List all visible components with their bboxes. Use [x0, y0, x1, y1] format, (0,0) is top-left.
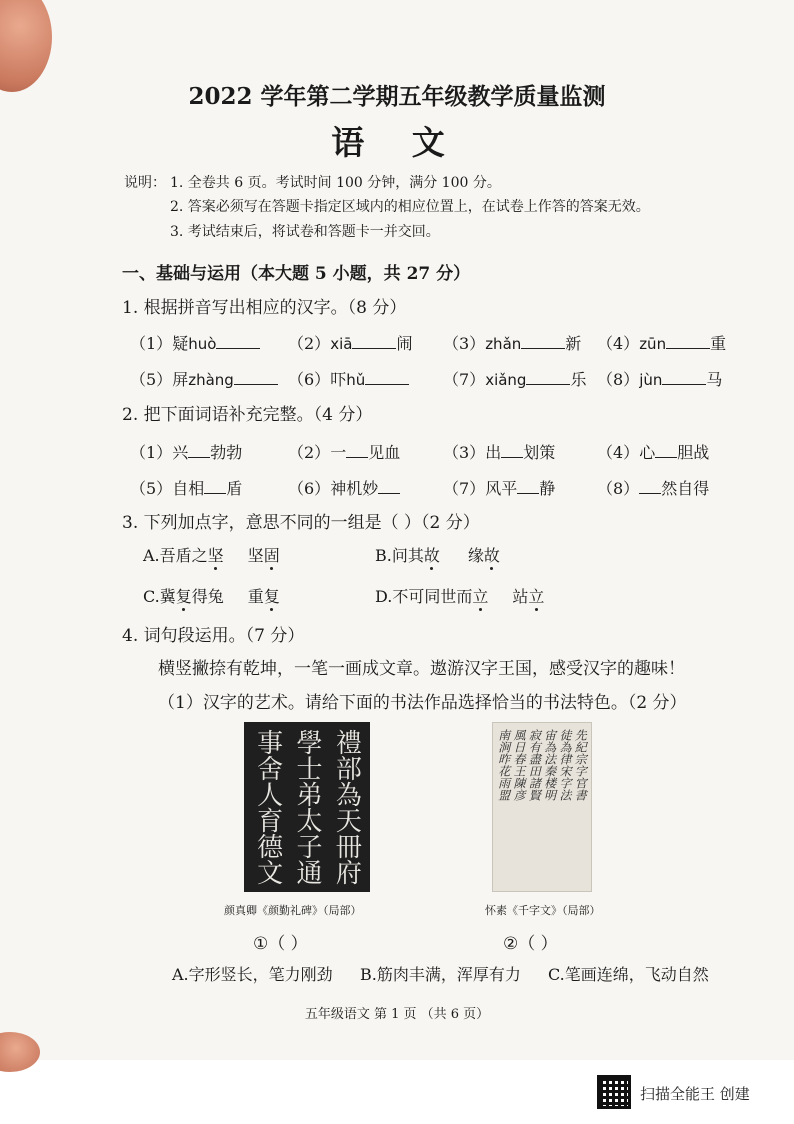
q1-item	[597, 367, 722, 390]
item-number: （2）	[288, 334, 331, 353]
option-text: D.不可同世而	[375, 587, 473, 606]
item-suffix: 重	[710, 334, 727, 353]
item-prefix: 自相	[172, 479, 205, 498]
scanner-watermark: 扫描全能王 创建	[640, 1085, 750, 1103]
item-number: （8）	[597, 370, 640, 389]
item-prefix: 风平	[485, 479, 518, 498]
dotted-character: 故	[423, 546, 440, 565]
q3-option	[143, 543, 280, 566]
item-number: （2）	[288, 443, 331, 462]
calligraphy-column: 寂有盡田諸賢	[527, 729, 542, 801]
option-text: C.冀	[143, 587, 176, 606]
option-text: A.吾盾之	[143, 546, 208, 565]
answer-blank[interactable]	[521, 334, 565, 349]
q3-title: 3. 下列加点字，意思不同的一组是（ ）（2 分）	[122, 513, 480, 533]
q1-item	[288, 367, 409, 390]
answer-blank[interactable]	[639, 479, 661, 494]
item-number: （5）	[130, 479, 173, 498]
item-suffix: 然自得	[661, 479, 710, 498]
item-number: （8）	[597, 479, 640, 498]
exam-title: 2022 学年第二学期五年级教学质量监测	[188, 83, 606, 110]
style-choice-a: A.字形竖长，笔力刚劲	[172, 965, 333, 984]
q1-item	[443, 331, 581, 354]
item-suffix: 划策	[523, 443, 556, 462]
q2-title: 2. 把下面词语补充完整。（4 分）	[122, 405, 373, 425]
pinyin: zūn	[639, 335, 667, 353]
section1-title: 一、基础与运用（本大题 5 小题，共 27 分）	[122, 264, 471, 284]
option-text: B.问其	[375, 546, 424, 565]
q1-item	[288, 331, 412, 354]
option-text: 重	[247, 587, 264, 606]
item-number: （4）	[597, 334, 640, 353]
q2-item	[130, 476, 242, 499]
pinyin: zhǎn	[485, 335, 522, 353]
item-suffix: 闹	[396, 334, 413, 353]
q3-option	[375, 584, 544, 607]
item-prefix: 心	[639, 443, 656, 462]
answer-blank[interactable]	[188, 443, 210, 458]
instructions-label: 说明：	[124, 175, 166, 191]
answer-blank[interactable]	[204, 479, 226, 494]
answer-blank[interactable]	[662, 370, 706, 385]
q3-option	[375, 543, 500, 566]
answer-blank[interactable]	[346, 443, 368, 458]
item-prefix: 兴	[172, 443, 189, 462]
dotted-character: 故	[483, 546, 500, 565]
answer-blank[interactable]	[234, 370, 278, 385]
item-number: （4）	[597, 443, 640, 462]
caption-huaisu: 怀素《千字文》（局部）	[485, 904, 601, 917]
answer-blank[interactable]	[501, 443, 523, 458]
calligraphy-column: 南涧昨花雨盟	[496, 729, 511, 801]
pinyin: huò	[188, 335, 217, 353]
calligraphy-column: 宙為法秦楼明	[542, 729, 557, 801]
calligraphy-image-huaisu	[492, 722, 592, 892]
dotted-character: 立	[528, 587, 545, 606]
item-number: （6）	[288, 479, 331, 498]
item-prefix: 神机妙	[330, 479, 379, 498]
pinyin: jùn	[639, 371, 663, 389]
dotted-character: 复	[175, 587, 192, 606]
q3-option	[143, 584, 280, 607]
dotted-character: 复	[263, 587, 280, 606]
item-prefix: 吓	[330, 370, 347, 389]
instruction-item: 2. 答案必须写在答题卡指定区域内的相应位置上，在试卷上作答的答案无效。	[170, 199, 650, 215]
item-number: （7）	[443, 370, 486, 389]
subject-title: 语 文	[331, 123, 463, 162]
item-suffix: 乐	[570, 370, 587, 389]
q1-item	[443, 367, 586, 390]
q2-item	[443, 440, 555, 463]
item-suffix: 马	[706, 370, 723, 389]
pinyin: xiā	[330, 335, 353, 353]
answer-blank[interactable]	[526, 370, 570, 385]
answer-blank[interactable]	[365, 370, 409, 385]
q2-item	[597, 476, 709, 499]
calligraphy-column: 事舍人育德文	[252, 729, 283, 885]
calligraphy-column: 學士弟太子通	[291, 729, 322, 885]
dotted-character: 坚	[207, 546, 224, 565]
answer-blank-1[interactable]: ①（ ）	[253, 934, 308, 954]
item-suffix: 静	[539, 479, 556, 498]
answer-blank[interactable]	[655, 443, 677, 458]
calligraphy-column: 徒為律宋字法	[557, 729, 572, 801]
item-suffix: 见血	[368, 443, 401, 462]
item-suffix: 新	[565, 334, 582, 353]
item-number: （3）	[443, 334, 486, 353]
calligraphy-column: 先紀宗字官書	[573, 729, 588, 801]
item-prefix: 屏	[172, 370, 189, 389]
q2-item	[288, 440, 400, 463]
item-prefix: 出	[485, 443, 502, 462]
item-number: （1）	[130, 443, 173, 462]
option-text: 站	[512, 587, 529, 606]
answer-blank[interactable]	[378, 479, 400, 494]
q1-title: 1. 根据拼音写出相应的汉字。（8 分）	[122, 298, 407, 318]
answer-blank[interactable]	[666, 334, 710, 349]
q4-intro: 横竖撇捺有乾坤，一笔一画成文章。遨游汉字王国，感受汉字的趣味！	[158, 659, 685, 679]
pinyin: xiǎng	[485, 371, 527, 389]
style-choice-b: B.筋肉丰满，浑厚有力	[360, 965, 521, 984]
answer-blank[interactable]	[517, 479, 539, 494]
option-text: 缘	[467, 546, 484, 565]
answer-blank[interactable]	[216, 334, 260, 349]
item-number: （3）	[443, 443, 486, 462]
q2-item	[288, 476, 400, 499]
calligraphy-column: 風日春王陳彦	[511, 729, 526, 801]
item-number: （7）	[443, 479, 486, 498]
q2-item	[443, 476, 555, 499]
item-suffix: 胆战	[677, 443, 710, 462]
item-prefix: 一	[330, 443, 347, 462]
pinyin: zhàng	[188, 371, 234, 389]
answer-blank[interactable]	[352, 334, 396, 349]
q4-sub1: （1）汉字的艺术。请给下面的书法作品选择恰当的书法特色。（2 分）	[158, 693, 687, 713]
q4-title: 4. 词句段运用。（7 分）	[122, 626, 305, 646]
style-choice-c: C.笔画连绵，飞动自然	[548, 965, 709, 984]
pinyin: hǔ	[346, 371, 366, 389]
option-text: 得兔	[191, 587, 224, 606]
q1-item	[130, 367, 278, 390]
q1-item	[130, 331, 260, 354]
item-suffix: 盾	[226, 479, 243, 498]
caption-yan: 颜真卿《颜勤礼碑》（局部）	[224, 904, 362, 917]
q2-item	[130, 440, 242, 463]
option-text: 坚	[247, 546, 264, 565]
q2-item	[597, 440, 709, 463]
item-number: （1）	[130, 334, 173, 353]
item-prefix: 疑	[172, 334, 189, 353]
dotted-character: 固	[263, 546, 280, 565]
item-number: （5）	[130, 370, 173, 389]
page-footer: 五年级语文 第 1 页 （共 6 页）	[304, 1007, 490, 1022]
instruction-item: 1. 全卷共 6 页。考试时间 100 分钟，满分 100 分。	[170, 175, 501, 191]
calligraphy-image-yan	[244, 722, 370, 892]
answer-blank-2[interactable]: ②（ ）	[503, 934, 558, 954]
item-suffix: 勃勃	[210, 443, 243, 462]
item-number: （6）	[288, 370, 331, 389]
qr-code-icon	[597, 1075, 631, 1109]
q1-item	[597, 331, 726, 354]
instruction-item: 3. 考试结束后，将试卷和答题卡一并交回。	[170, 224, 440, 240]
dotted-character: 立	[472, 587, 489, 606]
calligraphy-column: 禮部為天冊府	[331, 729, 362, 885]
